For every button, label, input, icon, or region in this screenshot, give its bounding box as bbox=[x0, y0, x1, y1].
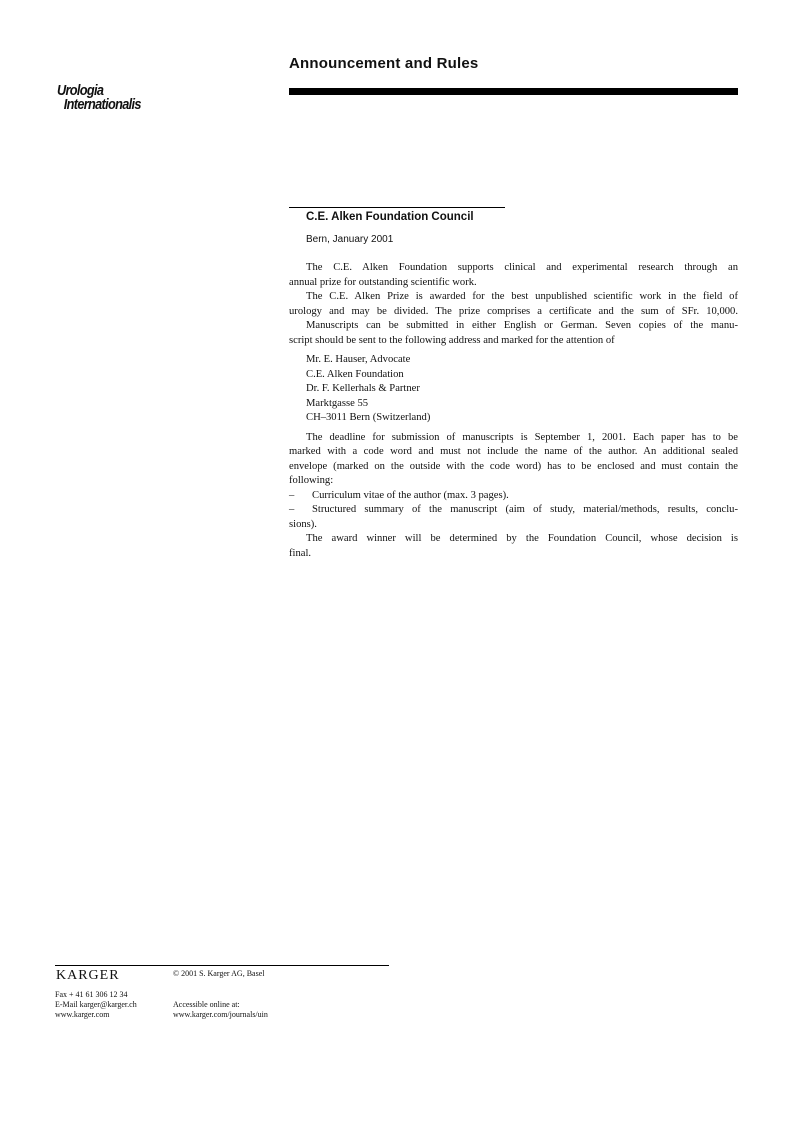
journal-logo bbox=[57, 84, 141, 112]
text-line: envelope (marked on the outside with the code word) has to be enclosed and must contain the bbox=[289, 460, 738, 472]
address-line: Marktgasse 55 bbox=[306, 397, 369, 409]
logo-line: Internationalis bbox=[63, 96, 141, 113]
section-date: Bern, January 2001 bbox=[306, 234, 394, 245]
copyright: © 2001 S. Karger AG, Basel bbox=[173, 969, 265, 978]
dash-marker: – bbox=[289, 504, 295, 515]
address-line: CH–3011 Bern (Switzerland) bbox=[306, 412, 431, 423]
section-heading: C.E. Alken Foundation Council bbox=[306, 211, 474, 223]
text-line: script should be sent to the following address and marked for the attention of bbox=[289, 334, 615, 346]
text-line: final. bbox=[289, 547, 312, 559]
footer-divider bbox=[55, 965, 389, 966]
address-line: C.E. Alken Foundation bbox=[306, 368, 404, 380]
logo-line: Urologia bbox=[57, 82, 104, 99]
text-line: The deadline for submission of manuscripts is September 1, 2001. Each paper has to be bbox=[306, 431, 738, 443]
publisher-contact bbox=[55, 990, 137, 1020]
title-bar-divider bbox=[289, 88, 738, 95]
list-item bbox=[289, 503, 738, 518]
text-line: The C.E. Alken Foundation supports clinical and experimental research through an bbox=[306, 262, 738, 273]
text-line: The C.E. Alken Prize is awarded for the best unpublished scientific work in the field of bbox=[306, 291, 738, 302]
journal-url-link[interactable]: www.karger.com/journals/uin bbox=[173, 1010, 268, 1019]
address-line: Dr. F. Kellerhals & Partner bbox=[306, 383, 420, 394]
text-line: following: bbox=[289, 475, 334, 486]
list-item-text: Curriculum vitae of the author (max. 3 pages). bbox=[312, 489, 509, 501]
page-title: Announcement and Rules bbox=[289, 55, 479, 72]
dash-marker: – bbox=[289, 489, 295, 501]
text-line: urology and may be divided. The prize comprises a certificate and the sum of SFr. 10,000. bbox=[289, 305, 738, 317]
section-divider bbox=[289, 207, 505, 208]
online-access bbox=[173, 1000, 268, 1020]
address-line: Mr. E. Hauser, Advocate bbox=[306, 354, 411, 365]
website-link[interactable]: www.karger.com bbox=[55, 1010, 110, 1019]
text-line: The award winner will be determined by the Foundation Council, whose decision is bbox=[306, 533, 738, 544]
list-item bbox=[289, 489, 738, 504]
text-line: Manuscripts can be submitted in either English or German. Seven copies of the manu- bbox=[306, 320, 738, 331]
list-item-text: Structured summary of the manuscript (aim of study, material/methods, results, conclu- bbox=[312, 504, 738, 515]
online-label: Accessible online at: bbox=[173, 1000, 240, 1009]
text-line: marked with a code word and must not include the name of the author. An additional sealed bbox=[289, 446, 738, 457]
article-body bbox=[289, 261, 738, 561]
publisher-logo: KARGER bbox=[56, 968, 120, 983]
text-line: sions). bbox=[289, 518, 317, 530]
email-link[interactable]: E-Mail karger@karger.ch bbox=[55, 1000, 137, 1009]
text-line: annual prize for outstanding scientific work. bbox=[289, 276, 477, 288]
fax: Fax + 41 61 306 12 34 bbox=[55, 990, 128, 999]
